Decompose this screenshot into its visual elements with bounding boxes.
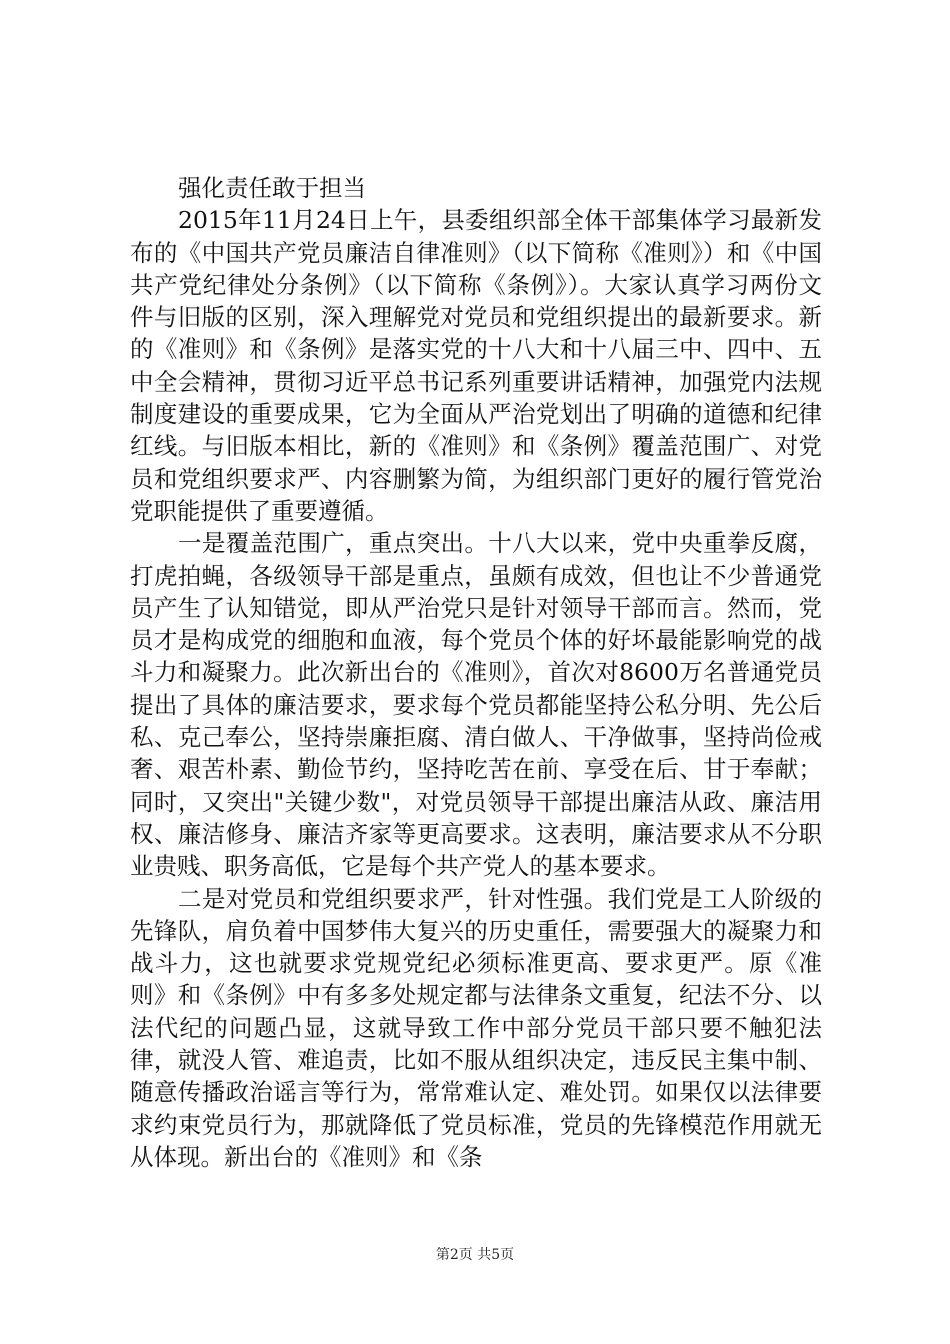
document-body: [130, 172, 822, 1173]
page-number-footer: 第2页 共5页: [435, 1247, 515, 1263]
paragraph-point-one: 一是覆盖范围广，重点突出。十八大以来，党中央重拳反腐，打虎拍蝇，各级领导干部是重点，虽颇有成效，但也让不少普通党员产生了认知错觉，即从严治党只是针对领导干部而言。然而，党员才是构成党的细胞和血液，每个党员个体的好坏最能影响党的战斗力和凝聚力。此次新出台的《准则》，首次对8600万名普通党员提出了具体的廉洁要求，要求每个党员都能坚持公私分明、先公后私、克己奉公，坚持崇廉拒腐、清白做人、干净做事，坚持尚俭戒奢、艰苦朴素、勤俭节约，坚持吃苦在前、享受在后、甘于奉献；同时，又突出"关键少数"，对党员领导干部提出廉洁从政、廉洁用权、廉洁修身、廉洁齐家等更高要求。这表明，廉洁要求从不分职业贵贱、职务高低，它是每个共产党人的基本要求。: [130, 529, 822, 881]
paragraph-point-two: 二是对党员和党组织要求严，针对性强。我们党是工人阶级的先锋队，肩负着中国梦伟大复兴的历史重任，需要强大的凝聚力和战斗力，这也就要求党规党纪必须标准更高、要求更严。原《准则》和《条例》中有多多处规定都与法律条文重复，纪法不分、以法代纪的问题凸显，这就导致工作中部分党员干部只要不触犯法律，就没人管、难追责，比如不服从组织决定，违反民主集中制、随意传播政治谣言等行为，常常难认定、难处罚。如果仅以法律要求约束党员行为，那就降低了党员标准，党员的先锋模范作用就无从体现。新出台的《准则》和《条: [130, 884, 822, 1171]
paragraph-intro: 2015年11月24日上午，县委组织部全体干部集体学习最新发布的《中国共产党员廉洁自律准则》（以下简称《准则》）和《中国共产党纪律处分条例》（以下简称《条例》）。大家认真学习两份文件与旧版的区别，深入理解党对党员和党组织提出的最新要求。新的《准则》和《条例》是落实党的十八大和十八届三中、四中、五中全会精神，贯彻习近平总书记系列重要讲话精神，加强党内法规制度建设的重要成果，它为全面从严治党划出了明确的道德和纪律红线。与旧版本相比，新的《准则》和《条例》覆盖范围广、对党员和党组织要求严、内容删繁为简，为组织部门更好的履行管党治党职能提供了重要遵循。: [130, 206, 822, 525]
document-title: 强化责任敢于担当: [178, 174, 366, 202]
